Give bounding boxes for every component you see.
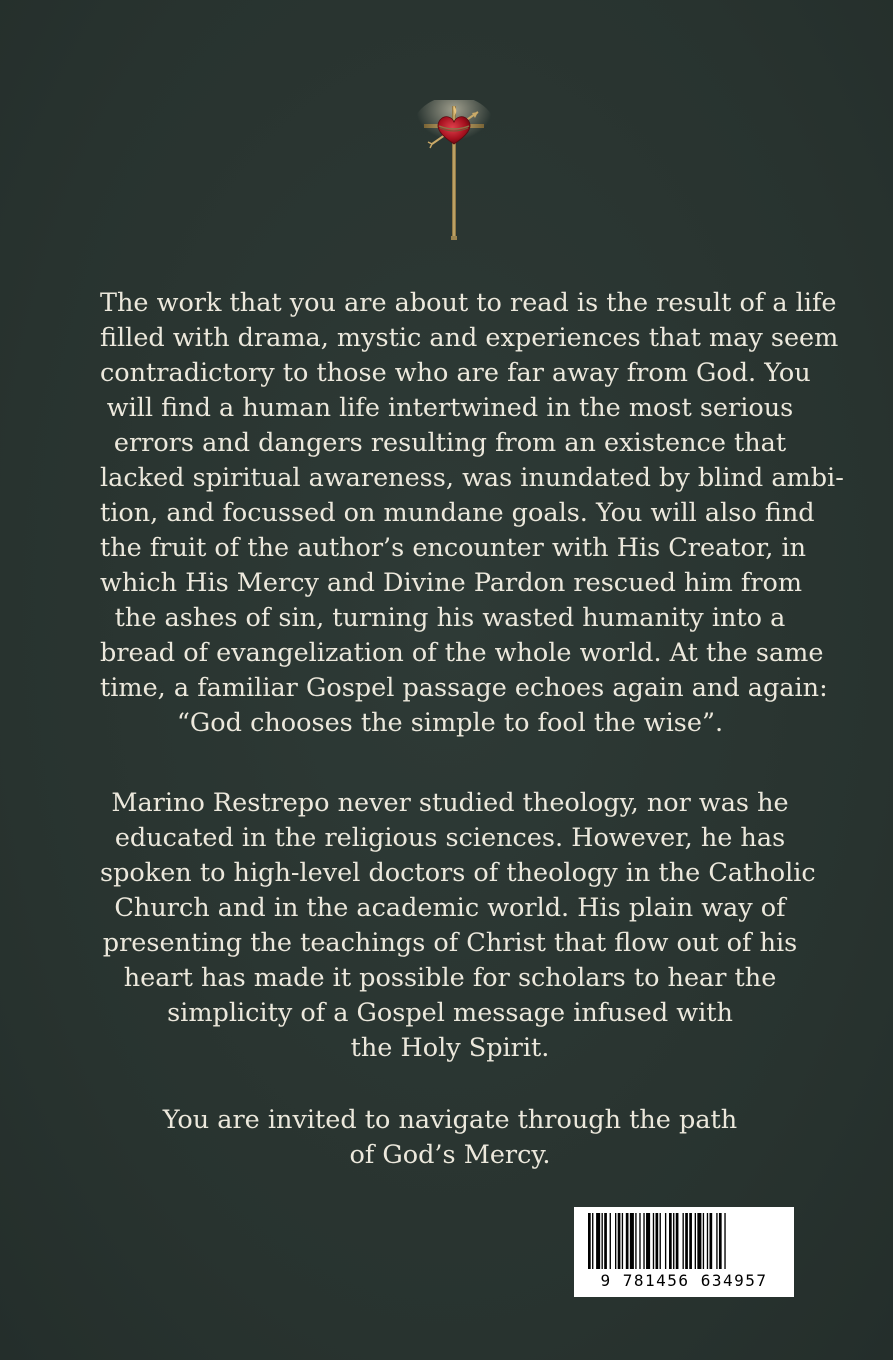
barcode-bar bbox=[588, 1213, 591, 1269]
blurb-paragraph-3 bbox=[100, 1103, 800, 1173]
text-line: which His Mercy and Divine Pardon rescued him from bbox=[100, 568, 803, 598]
text-line: Marino Restrepo never studied theology, nor was he bbox=[111, 788, 789, 818]
isbn-number: 9 781456 634957 bbox=[600, 1271, 768, 1290]
barcode-bar bbox=[596, 1213, 600, 1269]
blurb-paragraph-2 bbox=[100, 786, 816, 1066]
text-line: Church and in the academic world. His plain way of bbox=[114, 893, 786, 923]
text-line: The work that you are about to read is the result of a life bbox=[100, 288, 837, 318]
barcode-bar bbox=[683, 1213, 684, 1269]
barcode-bar bbox=[646, 1213, 650, 1269]
text-line: the Holy Spirit. bbox=[350, 1033, 550, 1063]
barcode-bar bbox=[716, 1213, 717, 1269]
text-line: You are invited to navigate through the path bbox=[162, 1105, 738, 1135]
text-line: bread of evangelization of the whole world. At the same bbox=[100, 638, 824, 668]
barcode-bar bbox=[604, 1213, 607, 1269]
text-line: errors and dangers resulting from an existence that bbox=[113, 428, 787, 458]
barcode-bar bbox=[665, 1213, 666, 1269]
barcode-bar bbox=[660, 1213, 661, 1269]
isbn-barcode bbox=[574, 1207, 794, 1297]
barcode-bar bbox=[676, 1213, 679, 1269]
barcode-bar bbox=[615, 1213, 616, 1269]
barcode-bar bbox=[697, 1213, 701, 1269]
text-line: of God’s Mercy. bbox=[349, 1140, 551, 1170]
text-line: lacked spiritual awareness, was inundated by blind ambi- bbox=[100, 463, 844, 493]
text-line: contradictory to those who are far away from God. You bbox=[100, 358, 811, 388]
text-line: simplicity of a Gospel message infused with bbox=[167, 998, 733, 1028]
text-line: presenting the teachings of Christ that flow out of his bbox=[102, 928, 798, 958]
text-line: heart has made it possible for scholars to hear the bbox=[123, 963, 777, 993]
text-line: will find a human life intertwined in the most serious bbox=[106, 393, 794, 423]
barcode-bar bbox=[622, 1213, 623, 1269]
barcode-bar bbox=[669, 1213, 672, 1269]
barcode-bar bbox=[724, 1213, 725, 1269]
text-line: tion, and focussed on mundane goals. You will also find bbox=[100, 498, 815, 528]
barcode-bar bbox=[719, 1213, 722, 1269]
barcode-bar bbox=[695, 1213, 696, 1269]
barcode-bar bbox=[630, 1213, 634, 1269]
sacred-heart-cross-icon bbox=[412, 100, 496, 245]
barcode-bar bbox=[592, 1213, 593, 1269]
text-line: filled with drama, mystic and experiences that may seem bbox=[100, 323, 839, 353]
barcode-bar bbox=[602, 1213, 603, 1269]
barcode-bar bbox=[618, 1213, 621, 1269]
sacred-heart-cross-graphic bbox=[412, 100, 496, 245]
barcode-bar bbox=[610, 1213, 611, 1269]
barcode-bars bbox=[574, 1207, 794, 1271]
text-line: educated in the religious sciences. However, he has bbox=[114, 823, 786, 853]
barcode-bar bbox=[635, 1213, 636, 1269]
blurb-paragraph-1 bbox=[100, 286, 844, 741]
barcode-bar bbox=[685, 1213, 688, 1269]
barcode-bar bbox=[673, 1213, 674, 1269]
text-line: time, a familiar Gospel passage echoes again and again: bbox=[100, 673, 828, 703]
barcode-bar bbox=[703, 1213, 704, 1269]
text-line: “God chooses the simple to fool the wise”. bbox=[176, 708, 724, 738]
barcode-bar bbox=[643, 1213, 644, 1269]
barcode-bar bbox=[656, 1213, 659, 1269]
barcode-bar bbox=[710, 1213, 713, 1269]
barcode-bar bbox=[639, 1213, 640, 1269]
barcode-bar bbox=[689, 1213, 692, 1269]
text-line: spoken to high-level doctors of theology in the Catholic bbox=[100, 858, 816, 888]
text-line: the fruit of the author’s encounter with His Creator, in bbox=[100, 533, 807, 563]
barcode-bar bbox=[707, 1213, 708, 1269]
barcode-bar bbox=[626, 1213, 629, 1269]
text-line: the ashes of sin, turning his wasted humanity into a bbox=[114, 603, 786, 633]
barcode-bar bbox=[653, 1213, 654, 1269]
